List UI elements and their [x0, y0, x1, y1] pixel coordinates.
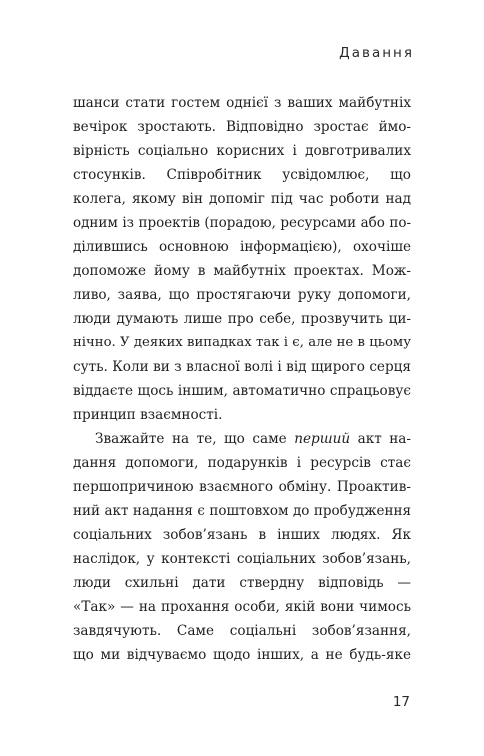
text-line: ділившись основною інформацією), охочіше — [73, 239, 411, 255]
text-line: першопричиною взаємного обміну. Проактив- — [73, 479, 411, 495]
text-line: шанси стати гостем однієї з ваших майбутніх — [73, 95, 411, 111]
text-line: соціальних зобов’язань в інших людях. Як — [73, 527, 411, 543]
text-line: люди схильні дати ствердну відповідь — — [73, 575, 411, 591]
text-line: стосунків. Співробітник усвідомлює, що — [73, 167, 411, 183]
text-line: вірність соціально корисних і довготривалих — [73, 143, 411, 159]
emphasis-word: перший — [294, 431, 351, 447]
text-line: віддаєте щось іншим, автоматично спрацьовує — [73, 383, 411, 399]
page-number: 17 — [392, 694, 410, 710]
text-line: вечірок зростають. Відповідно зростає ймо- — [73, 119, 411, 135]
text-line: люди думають лише про себе, прозвучить ци- — [73, 311, 411, 327]
text-line: одним із проектів (порадою, ресурсами або по- — [73, 215, 411, 231]
text-line: ливо, заява, що простягаючи руку допомоги, — [73, 287, 411, 303]
text-line: суть. Коли ви з власної волі і від щирого серця — [73, 359, 411, 375]
paragraph-first-line — [73, 427, 411, 451]
text-line: допоможе йому в майбутніх проектах. Мож- — [73, 263, 411, 279]
text-line: ний акт надання є поштовхом до пробудження — [73, 503, 411, 519]
text-line: «Так» — на прохання особи, якій вони чимось — [73, 599, 411, 615]
text-line: колега, якому він допоміг під час роботи над — [73, 191, 411, 207]
text-line: завдячують. Саме соціальні зобов’язання, — [73, 623, 411, 639]
text-run: акт на- — [350, 431, 411, 447]
text-line: наслідок, у контексті соціальних зобов’язань, — [73, 551, 411, 567]
text-run: Зважайте на те, що саме — [95, 431, 295, 447]
text-line: що ми відчуваємо щодо інших, а не будь-яке — [73, 647, 411, 663]
text-line: принцип взаємності. — [73, 407, 223, 423]
text-line: нічно. У деяких випадках так і є, але не в цьому — [73, 335, 411, 350]
text-line: дання допомоги, подарунків і ресурсів стає — [73, 455, 411, 471]
body-text — [73, 91, 411, 667]
running-title: Давання — [339, 45, 414, 61]
